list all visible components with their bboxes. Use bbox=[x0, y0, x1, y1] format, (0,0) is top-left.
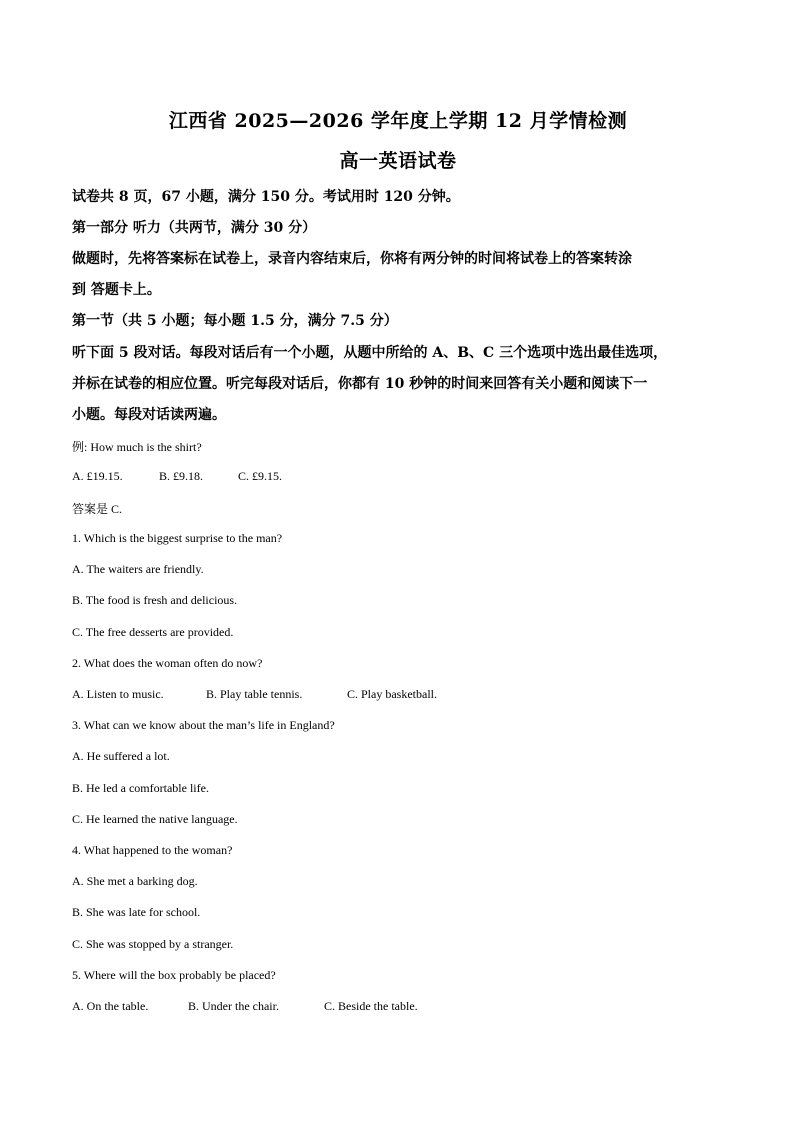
part-one-heading: 第一部分 听力（共两节，满分 30 分） bbox=[72, 220, 317, 236]
option: A. He suffered a lot. bbox=[72, 749, 170, 763]
option: C. He learned the native language. bbox=[72, 812, 238, 826]
instruction-line: 小题。每段对话读两遍。 bbox=[72, 407, 226, 423]
question-4: 4. What happened to the woman? bbox=[72, 843, 233, 857]
instruction-line: 并标在试卷的相应位置。听完每段对话后，你都有 10 秒钟的时间来回答有关小题和阅读下一 bbox=[72, 376, 648, 392]
exam-subtitle: 高一英语试卷 bbox=[339, 150, 457, 172]
option: A. Listen to music. bbox=[72, 687, 164, 701]
question-5-options bbox=[72, 999, 418, 1014]
option: A. £19.15. bbox=[72, 469, 123, 483]
question-2-options bbox=[72, 687, 437, 702]
option: A. She met a barking dog. bbox=[72, 874, 198, 888]
option: B. £9.18. bbox=[159, 469, 204, 483]
option: C. £9.15. bbox=[238, 469, 283, 483]
option: B. The food is fresh and delicious. bbox=[72, 593, 238, 607]
instruction-line: 做题时，先将答案标在试卷上，录音内容结束后，你将有两分钟的时间将试卷上的答案转涂 bbox=[72, 251, 632, 267]
option: C. She was stopped by a stranger. bbox=[72, 937, 234, 951]
option: A. On the table. bbox=[72, 999, 149, 1013]
question-1: 1. Which is the biggest surprise to the man? bbox=[72, 531, 283, 545]
option: C. Beside the table. bbox=[324, 999, 418, 1013]
example-question: 例: How much is the shirt? bbox=[72, 440, 202, 454]
option: C. The free desserts are provided. bbox=[72, 625, 234, 639]
option: B. Play table tennis. bbox=[206, 687, 303, 701]
option: C. Play basketball. bbox=[347, 687, 437, 701]
option: B. Under the chair. bbox=[188, 999, 279, 1013]
section-one-heading: 第一节（共 5 小题；每小题 1.5 分，满分 7.5 分） bbox=[72, 313, 398, 329]
question-2: 2. What does the woman often do now? bbox=[72, 656, 263, 670]
instruction-line: 到 答题卡上。 bbox=[72, 282, 161, 298]
question-5: 5. Where will the box probably be placed? bbox=[72, 968, 276, 982]
exam-title: 江西省 2025—2026 学年度上学期 12 月学情检测 bbox=[168, 110, 628, 132]
example-options bbox=[72, 469, 282, 484]
option: B. She was late for school. bbox=[72, 905, 201, 919]
option: A. The waiters are friendly. bbox=[72, 562, 204, 576]
example-answer: 答案是 C. bbox=[72, 502, 123, 516]
exam-info: 试卷共 8 页，67 小题，满分 150 分。考试用时 120 分钟。 bbox=[72, 189, 460, 205]
instruction-line: 听下面 5 段对话。每段对话后有一个小题，从题中所给的 A、B、C 三个选项中选出最佳选项， bbox=[72, 345, 668, 361]
option: B. He led a comfortable life. bbox=[72, 781, 209, 795]
question-3: 3. What can we know about the man’s life in England? bbox=[72, 718, 335, 732]
